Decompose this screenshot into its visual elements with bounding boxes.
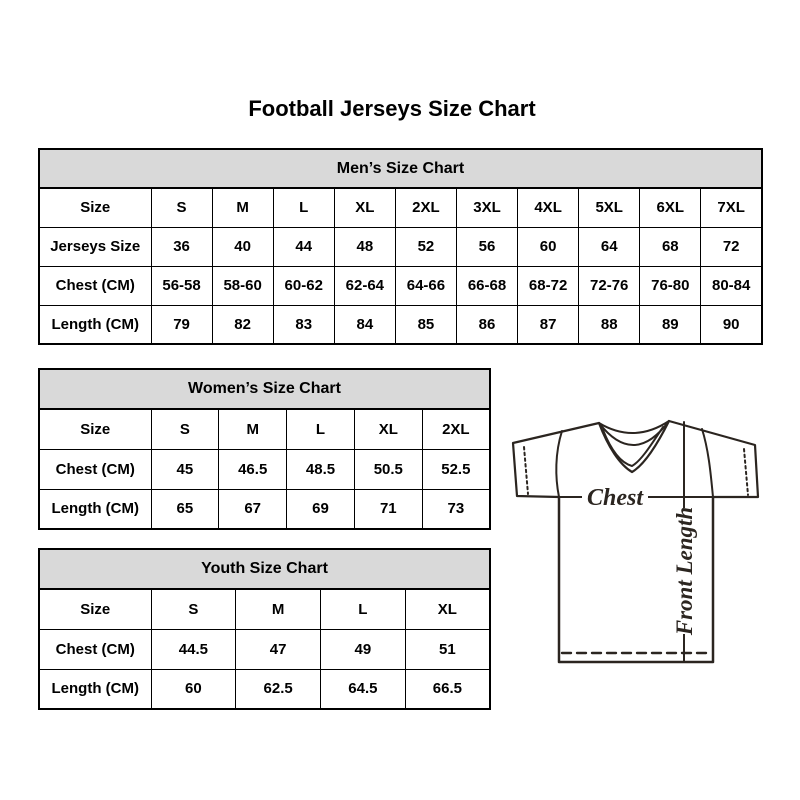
cell: 62-64: [334, 266, 395, 305]
table-row: [39, 589, 490, 629]
cell: S: [151, 409, 219, 449]
womens-size-table-body: [39, 369, 490, 529]
jersey-outline-group: [513, 421, 758, 662]
cell: 44.5: [151, 629, 236, 669]
cell: 79: [151, 305, 212, 344]
cell: L: [287, 409, 355, 449]
cell: 47: [236, 629, 321, 669]
jersey-left-seam: [556, 431, 562, 497]
cell: S: [151, 589, 236, 629]
cell: 48: [334, 227, 395, 266]
mens-size-table-body: [39, 149, 762, 344]
jersey-measurement-diagram: [498, 403, 778, 678]
table-row: [39, 489, 490, 529]
cell: 40: [212, 227, 273, 266]
row-label: Size: [39, 409, 151, 449]
cell: 82: [212, 305, 273, 344]
mens-size-table: [38, 148, 763, 345]
section-title: Women’s Size Chart: [39, 369, 490, 409]
cell: 3XL: [456, 188, 517, 227]
table-row: [39, 266, 762, 305]
cell: 87: [518, 305, 579, 344]
table-row: [39, 449, 490, 489]
table-row: [39, 669, 490, 709]
row-label: Length (CM): [39, 669, 151, 709]
row-label: Jerseys Size: [39, 227, 151, 266]
jersey-right-cuff-dashed-line: [744, 449, 748, 495]
cell: 69: [287, 489, 355, 529]
cell: M: [236, 589, 321, 629]
cell: 66.5: [405, 669, 490, 709]
cell: 58-60: [212, 266, 273, 305]
jersey-right-sleeve: [669, 421, 758, 497]
cell: 6XL: [640, 188, 701, 227]
jersey-right-seam: [702, 429, 713, 497]
cell: XL: [334, 188, 395, 227]
table-row: [39, 305, 762, 344]
front-length-label: Front Length: [672, 506, 697, 636]
cell: L: [321, 589, 406, 629]
youth-size-table-body: [39, 549, 490, 709]
row-label: Length (CM): [39, 305, 151, 344]
jersey-left-cuff-dashed-line: [524, 447, 528, 494]
row-label: Size: [39, 589, 151, 629]
cell: 50.5: [354, 449, 422, 489]
cell: 51: [405, 629, 490, 669]
section-header-row: [39, 369, 490, 409]
cell: 52.5: [422, 449, 490, 489]
cell: 64: [579, 227, 640, 266]
section-title: Men’s Size Chart: [39, 149, 762, 188]
cell: 45: [151, 449, 219, 489]
cell: 64-66: [395, 266, 456, 305]
cell: 56-58: [151, 266, 212, 305]
cell: 86: [456, 305, 517, 344]
cell: 52: [395, 227, 456, 266]
table-row: [39, 227, 762, 266]
cell: 90: [701, 305, 762, 344]
cell: 4XL: [518, 188, 579, 227]
cell: 5XL: [579, 188, 640, 227]
cell: 46.5: [219, 449, 287, 489]
table-row: [39, 409, 490, 449]
cell: 71: [354, 489, 422, 529]
cell: S: [151, 188, 212, 227]
cell: 2XL: [395, 188, 456, 227]
cell: 67: [219, 489, 287, 529]
cell: 73: [422, 489, 490, 529]
cell: 76-80: [640, 266, 701, 305]
cell: 89: [640, 305, 701, 344]
cell: 80-84: [701, 266, 762, 305]
cell: 56: [456, 227, 517, 266]
row-label: Size: [39, 188, 151, 227]
cell: XL: [354, 409, 422, 449]
cell: 36: [151, 227, 212, 266]
cell: 60: [518, 227, 579, 266]
cell: 66-68: [456, 266, 517, 305]
table-row: [39, 188, 762, 227]
chest-label: Chest: [586, 485, 644, 511]
cell: 83: [273, 305, 334, 344]
cell: 85: [395, 305, 456, 344]
cell: 60-62: [273, 266, 334, 305]
row-label: Chest (CM): [39, 449, 151, 489]
cell: 62.5: [236, 669, 321, 709]
cell: 68: [640, 227, 701, 266]
cell: 68-72: [518, 266, 579, 305]
jersey-collar-back-curve: [599, 421, 669, 433]
cell: 65: [151, 489, 219, 529]
cell: M: [212, 188, 273, 227]
section-title: Youth Size Chart: [39, 549, 490, 589]
cell: 60: [151, 669, 236, 709]
section-header-row: [39, 549, 490, 589]
row-label: Chest (CM): [39, 629, 151, 669]
cell: XL: [405, 589, 490, 629]
table-row: [39, 629, 490, 669]
cell: 64.5: [321, 669, 406, 709]
youth-size-table: [38, 548, 491, 710]
cell: 88: [579, 305, 640, 344]
cell: 49: [321, 629, 406, 669]
section-header-row: [39, 149, 762, 188]
cell: 2XL: [422, 409, 490, 449]
row-label: Length (CM): [39, 489, 151, 529]
cell: 72-76: [579, 266, 640, 305]
cell: 84: [334, 305, 395, 344]
cell: M: [219, 409, 287, 449]
page-title: Football Jerseys Size Chart: [248, 96, 536, 121]
cell: 7XL: [701, 188, 762, 227]
cell: 44: [273, 227, 334, 266]
womens-size-table: [38, 368, 491, 530]
cell: 72: [701, 227, 762, 266]
row-label: Chest (CM): [39, 266, 151, 305]
cell: L: [273, 188, 334, 227]
cell: 48.5: [287, 449, 355, 489]
